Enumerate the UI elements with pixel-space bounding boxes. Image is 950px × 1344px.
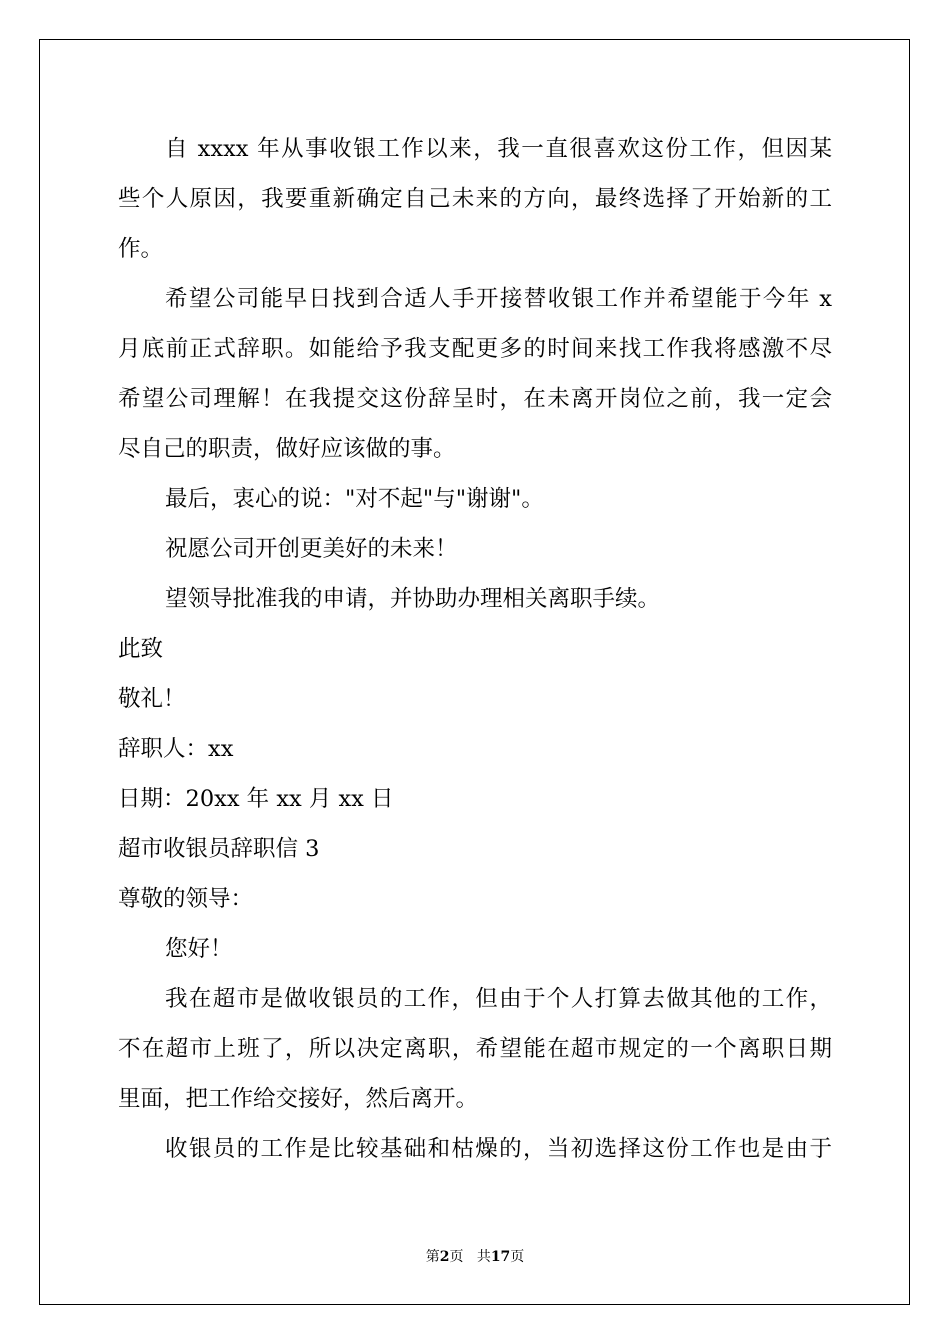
page-current: 2 (439, 1249, 450, 1265)
greeting: 您好！ (165, 936, 233, 962)
closing-salutation: 此致 (118, 636, 164, 662)
paragraph-line: 作。 (118, 236, 164, 262)
total-prefix: 共 (476, 1249, 491, 1265)
paragraph-line: 月底前正式辞职。如能给予我支配更多的时间来找工作我将感激不尽 (118, 336, 832, 362)
paragraph-line: 望领导批准我的申请，并协助办理相关离职手续。 (165, 586, 661, 612)
paragraph-line: 祝愿公司开创更美好的未来！ (165, 536, 458, 562)
closing-regards: 敬礼！ (118, 686, 186, 712)
page-footer (0, 1246, 950, 1266)
paragraph-line: 收银员的工作是比较基础和枯燥的，当初选择这份工作也是由于 (165, 1136, 832, 1162)
paragraph-line: 自 xxxx 年从事收银工作以来，我一直很喜欢这份工作，但因某 (165, 136, 832, 162)
paragraph-line: 最后，衷心的说："对不起"与"谢谢"。 (165, 486, 544, 512)
paragraph-line: 不在超市上班了，所以决定离职，希望能在超市规定的一个离职日期 (118, 1036, 832, 1062)
signature-line: 辞职人：xx (118, 736, 234, 762)
page-total: 17 (490, 1249, 511, 1265)
paragraph-line: 希望公司能早日找到合适人手开接替收银工作并希望能于今年 x (165, 286, 832, 312)
salutation: 尊敬的领导： (118, 886, 254, 912)
paragraph-line: 尽自己的职责，做好应该做的事。 (118, 436, 456, 462)
page-prefix: 第 (425, 1249, 440, 1265)
document-body (118, 124, 832, 1174)
paragraph-line: 我在超市是做收银员的工作，但由于个人打算去做其他的工作， (165, 986, 832, 1012)
paragraph-line: 里面，把工作给交接好，然后离开。 (118, 1086, 479, 1112)
total-unit: 页 (510, 1249, 525, 1265)
page-unit: 页 (449, 1249, 464, 1265)
paragraph-line: 希望公司理解！在我提交这份辞呈时，在未离开岗位之前，我一定会 (118, 386, 832, 412)
date-line: 日期：20xx 年 xx 月 xx 日 (118, 786, 394, 812)
paragraph-line: 些个人原因，我要重新确定自己未来的方向，最终选择了开始新的工 (118, 186, 832, 212)
section-title: 超市收银员辞职信 3 (118, 836, 320, 862)
